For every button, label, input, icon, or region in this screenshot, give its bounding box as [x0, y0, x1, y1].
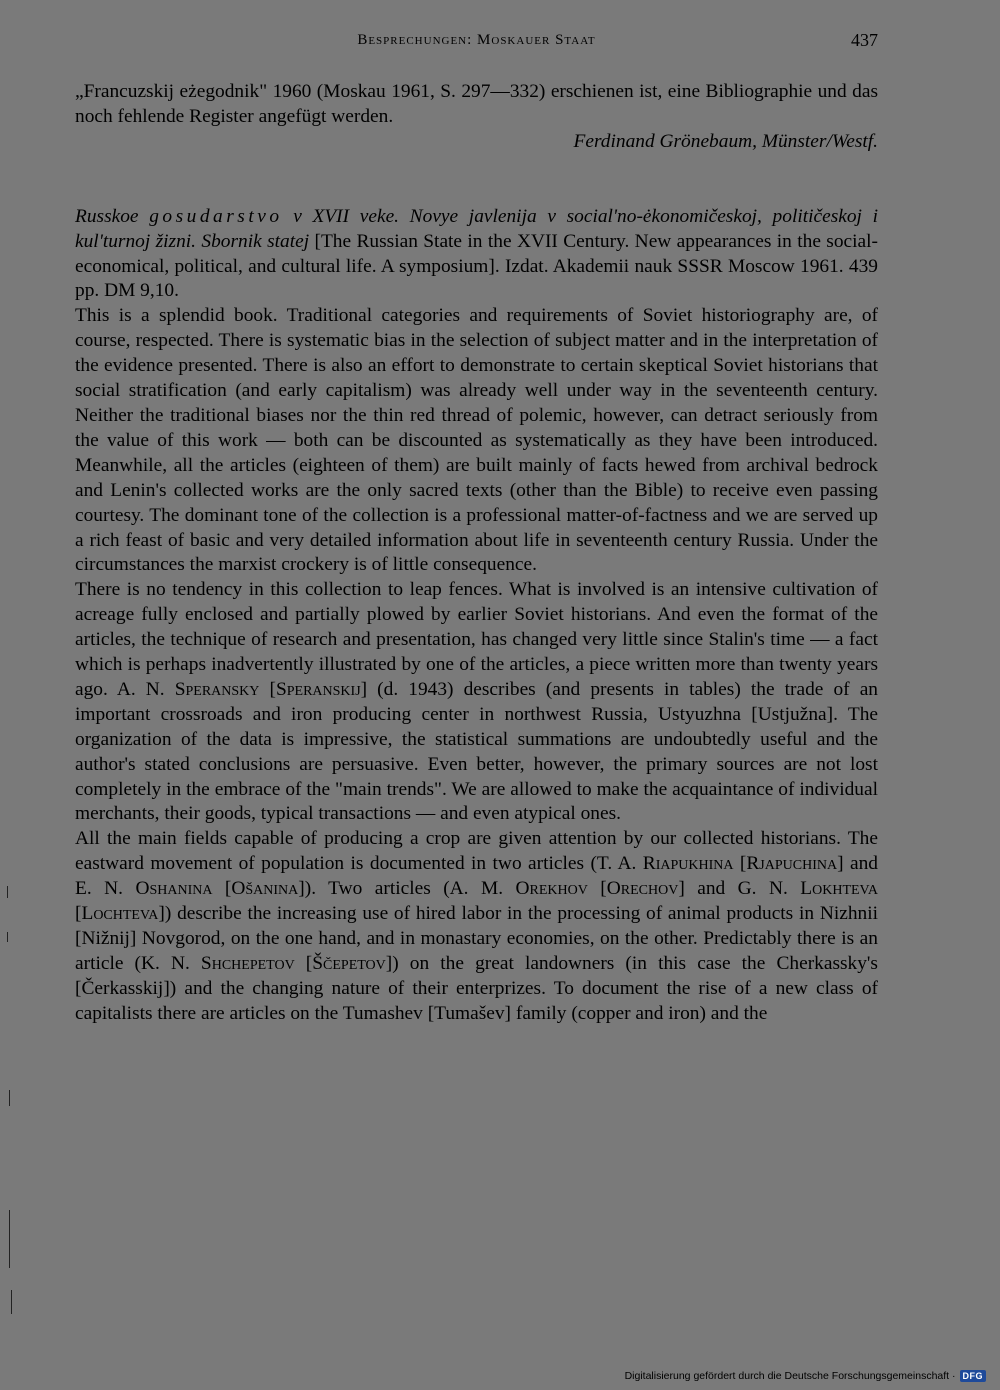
book-title-spaced: gosudarstvo — [149, 205, 283, 227]
author-name-translit: Orechov — [606, 878, 679, 900]
author-name-translit: Lochteva — [81, 903, 159, 925]
text-run: [ — [294, 952, 313, 974]
reviewer-signature: Ferdinand Grönebaum, Münster/Westf. — [573, 130, 878, 152]
review-bibliographic-head — [75, 205, 878, 305]
footer-text: Digitalisierung gefördert durch die Deutsche Forschungsgemeinschaft · — [624, 1370, 956, 1382]
review-paragraph-1: This is a splendid book. Traditional categories and requirements of Soviet historiography are, of course, respected. There is systematic bias in the selection of subject matter and in the interpretation of the evidence presented. There is also an effort to demonstrate to certain skeptical Soviet historians that social stratification (and early capitalism) was already well under way in the seventeenth century. Neither the traditional biases nor the thin red thread of polemic, however, can detract seriously from the value of this work — both can be discounted as systematically as they have been introduced. Meanwhile, all the articles (eighteen of them) are built mainly of facts hewed from archival bedrock and Lenin's collected works are the only sacred texts (other than the Bible) to receive even passing courtesy. The dominant tone of the collection is a professional matter-of-factness and we are served up a rich feast of basic and very detailed information about life in seventeenth century Russia. Under the circumstances the marxist crockery is of little consequence. — [75, 305, 878, 576]
text-run: [ — [75, 903, 82, 925]
book-title-part1: Russkoe — [75, 205, 150, 227]
text-run: All the main fields capable of producing a crop are given attention by our collected historians. The eastward movement of population is documented in two articles (T. A. — [75, 828, 878, 875]
page-body — [75, 80, 878, 1027]
text-run: [ — [259, 678, 276, 700]
margin-mark — [7, 932, 8, 942]
author-name-translit: Ošanina — [231, 878, 299, 900]
author-name-translit: Rjapuchina — [746, 853, 838, 875]
text-run: ]) on the great landowners (in this case the Cherkassky's [Čerkasskij]) and the changing nature of their enterprizes. To document the rise of a new class of capitalists there are articles on the Tumashev [Tumašev] family (copper and iron) and the — [75, 952, 878, 1024]
text-run: [ — [733, 853, 747, 875]
text-run: [ — [587, 878, 607, 900]
margin-mark — [9, 1210, 10, 1268]
text-run: ] and G. N. — [678, 878, 801, 900]
text-run: ]) describe the increasing use of hired labor in the processing of animal products in Nizhnii [Nižnij] Novgorod, on the one hand, and in monastary economies, on the other. Predictably there is an article (K. N. — [75, 903, 878, 974]
digitization-footer — [625, 1370, 986, 1382]
dfg-logo: DFG — [960, 1370, 987, 1382]
text-run: There is no tendency in this collection to leap fences. What is involved is an intensive cultivation of acreage fully enclosed and partially plowed by earlier Soviet historians. And even the format of the articles, the technique of research and presentation, has changed very little since Stalin's time — a fact which is perhaps inadvertently illustrated by one of the articles, a piece written more than twenty years ago. A. N. — [75, 579, 878, 700]
section-gap — [75, 155, 878, 205]
author-name: Lokhteva — [800, 878, 878, 900]
margin-mark — [11, 1290, 12, 1314]
page-number: 437 — [851, 30, 878, 50]
text-run: [ — [212, 878, 232, 900]
author-name: Shchepetov — [200, 952, 295, 974]
text-run: ] (d. 1943) describes (and presents in tables) the trade of an important crossroads and iron producing center in northwest Russia, Ustyuzhna [Ustjužna]. The organization of the data is impressive, the statistical summations are undoubtedly useful and the author's stated conclusions are persuasive. Even better, however, the primary sources are not lost completely in the embrace of the "main trends". We are allowed to make the acquaintance of individual merchants, their goods, typical transactions — and even atypical ones. — [75, 678, 878, 825]
author-name: Orekhov — [515, 878, 588, 900]
text-run: ] and E. N. — [75, 853, 878, 900]
author-name: Speransky — [174, 678, 260, 700]
text-run: ]). Two articles (A. M. — [298, 878, 516, 900]
book-details: [The Russian State in the XVII Century. New appearances in the social-economical, political, and cultural life. A symposium]. Izdat. Akademii nauk SSSR Moscow 1961. 439 pp. DM 9,10. — [75, 230, 878, 302]
previous-review-ending: „Francuzskij eżegodnik" 1960 (Moskau 1961, S. 297—332) erschienen ist, eine Bibliographie und das noch fehlende Register angefügt werden. — [75, 81, 878, 127]
page-header — [75, 28, 878, 58]
margin-mark — [7, 886, 8, 898]
author-name: Riapukhina — [642, 853, 734, 875]
author-name-translit: Speranskij — [275, 678, 361, 700]
review-paragraph-2 — [75, 578, 878, 827]
author-name: Oshanina — [135, 878, 213, 900]
review-paragraph-3 — [75, 827, 878, 1026]
book-title-part2: v XVII veke. Novye javlenija v social'no-ėkonomičeskoj, političeskoj i kul'turnoj žizni. Sbornik statej — [75, 205, 879, 252]
running-head: Besprechungen: Moskauer Staat — [357, 32, 596, 48]
author-name-translit: Ščepetov — [312, 952, 386, 974]
margin-mark — [9, 1090, 10, 1106]
